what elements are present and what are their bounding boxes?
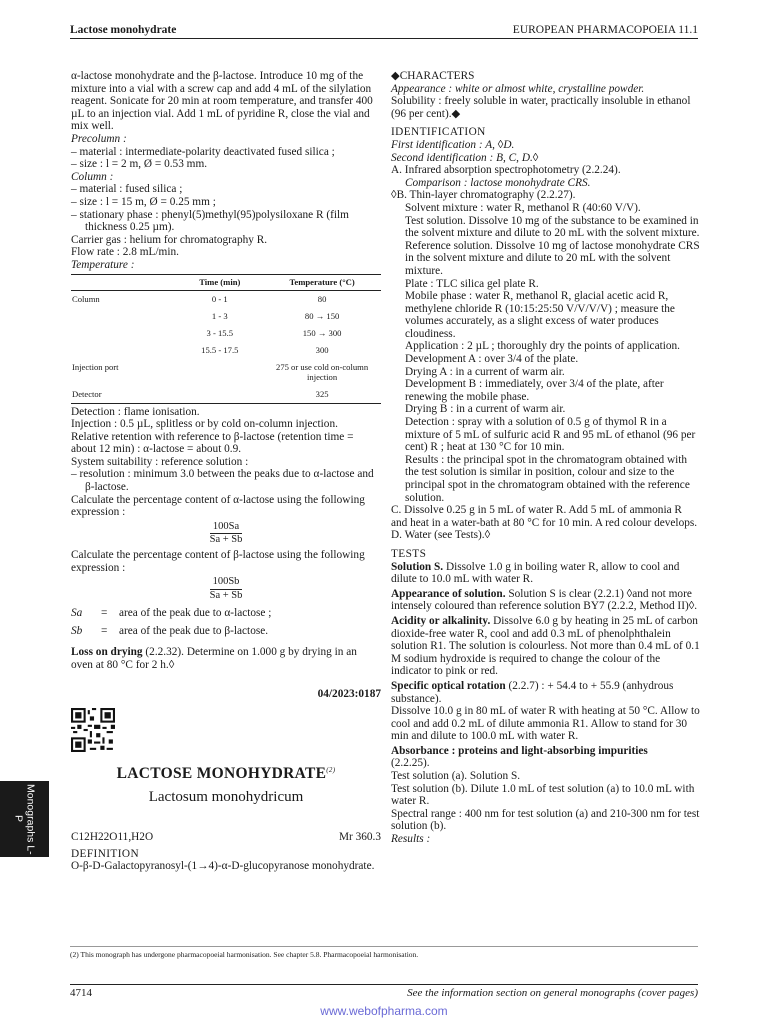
appearance-title: Appearance of solution. [391,587,506,600]
absorbance-heading: Absorbance : proteins and light-absorbing impurities [391,744,648,757]
resolution: – resolution : minimum 3.0 between the peaks due to α-lactose and β-lactose. [71,468,374,494]
appearance-of-solution [391,588,701,613]
temperature-table [71,274,381,404]
spectral-range: Spectral range : 400 nm for test solution (a) and 210-300 nm for test solution (b). [391,807,700,833]
molecular-formula-row [71,831,381,844]
detection: Detection : flame ionisation. [71,405,200,418]
identification-c: C. Dissolve 0.25 g in 5 mL of water R. Add 5 mL of ammonia R and heat in a water-bath at 80 °C for 10 min. A red colour develops. [391,504,698,529]
identification-a: A. Infrared absorption spectrophotometry (2.2.24). [391,164,621,177]
idb-solvent: Solvent mixture : water R, methanol R (40:60 V/V). [405,201,641,214]
table-row [71,308,381,325]
definition-sb-text: area of the peak due to β-lactose. [119,625,269,638]
idb-drying-b: Drying B : in a current of warm air. [405,403,566,416]
identification-d: D. Water (see Tests).◊ [391,529,491,542]
header-pharmacopoeia: EUROPEAN PHARMACOPOEIA 11.1 [512,24,698,36]
footnote-marker: (2) [326,765,336,774]
running-header [70,14,698,39]
row-time: 15.5 - 17.5 [201,344,239,355]
footer-note: See the information section on general monographs (cover pages) [407,987,698,999]
symbol-sa: Sa [71,607,83,620]
idb-reference-solution: Reference solution. Dissolve 10 mg of lactose monohydrate CRS in the solvent mixture and dilute to 20 mL with the solvent mixture. [405,239,700,277]
solubility: Solubility : freely soluble in water, practically insoluble in ethanol (96 per cent).◆ [391,95,691,120]
idb-test-solution: Test solution. Dissolve 10 mg of the substance to be examined in the solvent mixture and dilute to 20 mL with the solvent mixture. [405,214,700,240]
absorbance-reference: (2.2.25). [391,757,430,770]
precolumn-size: – size : l = 2 m, Ø = 0.53 mm. [71,158,208,171]
row-temp: 80 → 150 [304,310,340,321]
column-phase: – stationary phase : phenyl(5)methyl(95)polysiloxane R (film thickness 0.25 µm). [71,208,349,234]
idb-application: Application : 2 µL ; thoroughly dry the points of application. [405,340,680,353]
idb-results: Results : the principal spot in the chromatogram obtained with the test solution is similar in position, colour and size to the principal spot in the chromatogram obtained with the reference solution. [405,453,690,504]
column-label: Column : [71,170,114,183]
watermark-link[interactable]: www.webofpharma.com [320,1004,448,1018]
monograph-title-text: LACTOSE MONOHYDRATE [116,764,327,782]
formula-alpha [71,521,381,547]
tests-heading: TESTS [391,547,427,560]
idb-plate: Plate : TLC silica gel plate R. [405,277,539,290]
column-size: – size : l = 15 m, Ø = 0.25 mm ; [71,195,216,208]
second-identification: Second identification : B, C, D.◊ [391,151,539,164]
formula-beta [71,576,381,602]
acidity-title: Acidity or alkalinity. [391,614,491,627]
idb-detection: Detection : spray with a solution of 0.5 g of thymol R in a mixture of 5 mL of sulfuric acid R and 95 mL of ethanol (96 per cent) R ; heat at 130 °C for 10 min. [405,416,696,454]
row-label: Detector [71,386,176,404]
table-row [71,386,381,404]
symbol-sb: Sb [71,625,83,638]
solution-s [391,561,701,586]
monograph-reference: 04/2023:0187 [317,687,381,700]
appearance: Appearance : white or almost white, crystalline powder. [391,82,645,95]
relative-retention: Relative retention with reference to β-lactose (retention time = about 12 min) : α-lactose = about 0.9. [71,430,354,456]
intro-paragraph: α-lactose monohydrate and the β-lactose. Introduce 10 mg of the mixture into a vial with a screw cap and add 4 mL of the silylation reagent. Sonicate for 20 min at room temperature, and transfer 400 µL to an injection vial. Add 1 mL of pyridine R, close the vial and mix well. [71,70,373,133]
row-label: Injection port [72,361,119,372]
definition-text: O-β-D-Galactopyranosyl-(1→4)-α-D-glucopyranose monohydrate. [71,860,375,873]
table-row [71,359,381,386]
molecular-formula: C12H22O11,H2O [71,831,154,844]
row-time [176,386,263,404]
latin-name: Lactosum monohydricum [148,788,304,805]
equals-sign: = [101,625,108,638]
row-time: 0 - 1 [211,293,228,304]
loss-on-drying-title: Loss on drying [71,646,143,659]
column-material: – material : fused silica ; [71,183,183,196]
loss-on-drying-text: (2.2.32). Determine on 1.000 g by drying in an oven at 80 °C for 2 h.◊ [71,646,357,671]
acidity-alkalinity [391,615,701,678]
identification-a-comparison: Comparison : lactose monohydrate CRS. [405,176,591,189]
col-header-time: Time (min) [176,274,263,290]
idb-development-b: Development B : immediately, over 3/4 of the plate, after renewing the mobile phase. [405,378,664,403]
definition-sb [71,624,381,638]
table-row [71,290,381,308]
table-row [71,325,381,342]
identification-b: ◊B. Thin-layer chromatography (2.2.27). [391,189,576,202]
row-temp: 300 [315,344,329,355]
injection: Injection : 0.5 µL, splitless or by cold on-column injection. [71,418,338,431]
row-label: Column [72,293,100,304]
solution-s-title: Solution S. [391,560,444,573]
page-number: 4714 [70,987,92,999]
test-solution-a: Test solution (a). Solution S. [391,770,521,783]
flow-rate: Flow rate : 2.8 mL/min. [71,246,179,259]
calc-alpha: Calculate the percentage content of α-lactose using the following expression : [71,493,365,519]
molecular-mass: Mr 360.3 [338,831,381,844]
system-suitability: System suitability : reference solution : [71,455,249,468]
characters-heading: ◆CHARACTERS [391,70,475,82]
row-temp: 80 [317,293,327,304]
optical-rotation-method: Dissolve 10.0 g in 80 mL of water R with heating at 50 °C. Allow to cool and add 0.2 mL of dilute ammonia R1. Allow to stand for 30 min and dilute to 100.0 mL with water R. [391,705,700,743]
definition-sa [71,606,381,620]
equals-sign: = [101,607,108,620]
row-time: 1 - 3 [211,310,228,321]
loss-on-drying [71,646,381,671]
calc-beta: Calculate the percentage content of β-lactose using the following expression : [71,549,365,574]
solution-s-text: Dissolve 1.0 g in boiling water R, allow to cool and dilute to 10.0 mL with water R. [391,560,680,586]
row-temp: 275 or use cold on-column injection [276,361,369,382]
carrier-gas: Carrier gas : helium for chromatography R. [71,233,268,246]
table-row [71,342,381,359]
appearance-text: Solution S is clear (2.2.1) ◊and not more intensely coloured than reference solution BY7 (2.2.2, Method II)◊. [391,587,698,613]
row-time: 3 - 15.5 [206,327,234,338]
definition-heading: DEFINITION [71,847,140,860]
row-time [176,359,263,386]
first-identification: First identification : A, ◊D. [391,138,515,151]
formula-beta-denominator: Sa + Sb [209,589,243,601]
monograph-title [71,764,381,781]
row-temp: 150 → 300 [302,327,342,338]
idb-drying-a: Drying A : in a current of warm air. [405,365,565,378]
rotation-title: Specific optical rotation [391,679,506,692]
row-label [71,342,176,359]
left-column [71,70,381,873]
header-monograph-name: Lactose monohydrate [70,24,177,36]
rotation-text: (2.2.7) : + 54.4 to + 55.9 (anhydrous substance). [391,679,674,705]
test-solution-b: Test solution (b). Dilute 1.0 mL of test solution (a) to 10.0 mL with water R. [391,782,695,808]
precolumn-label: Precolumn : [71,132,127,145]
results: Results : [391,833,431,846]
section-side-tab [0,781,49,857]
side-tab-label: Monographs L-P [12,783,37,855]
formula-alpha-denominator: Sa + Sb [209,534,243,546]
qr-code-icon [71,708,115,752]
footnote: (2) This monograph has undergone pharmacopoeial harmonisation. See chapter 5.8. Pharmacopoeial harmonisation. [70,946,698,959]
temperature-label: Temperature : [71,258,135,271]
precolumn-material: – material : intermediate-polarity deactivated fused silica ; [71,145,335,158]
optical-rotation [391,680,701,705]
row-label [71,325,176,342]
definition-sa-text: area of the peak due to α-lactose ; [119,607,272,620]
col-header-temp: Temperature (°C) [263,274,381,290]
row-label [71,308,176,325]
page-footer [70,984,698,999]
formula-alpha-numerator: 100Sa [210,521,242,535]
formula-beta-numerator: 100Sb [210,576,243,590]
acidity-text: Dissolve 6.0 g by heating in 25 mL of carbon dioxide-free water R, cool and add 0.3 mL of phenolphthalein solution R1. The solution is colourless. Not more than 0.4 mL of 0.1 M sodium hydroxide is required to change the colour of the indicator to pink or red. [391,614,700,678]
idb-development-a: Development A : over 3/4 of the plate. [405,353,579,366]
right-column [391,70,701,846]
idb-mobile-phase: Mobile phase : water R, methanol R, glacial acetic acid R, methylene chloride R (10:15:25:50 V/V/V/V) ; measure the volumes accurately, as a slight excess of water produces cloudiness. [405,290,675,340]
identification-heading: IDENTIFICATION [391,126,486,139]
row-temp: 325 [263,386,381,404]
